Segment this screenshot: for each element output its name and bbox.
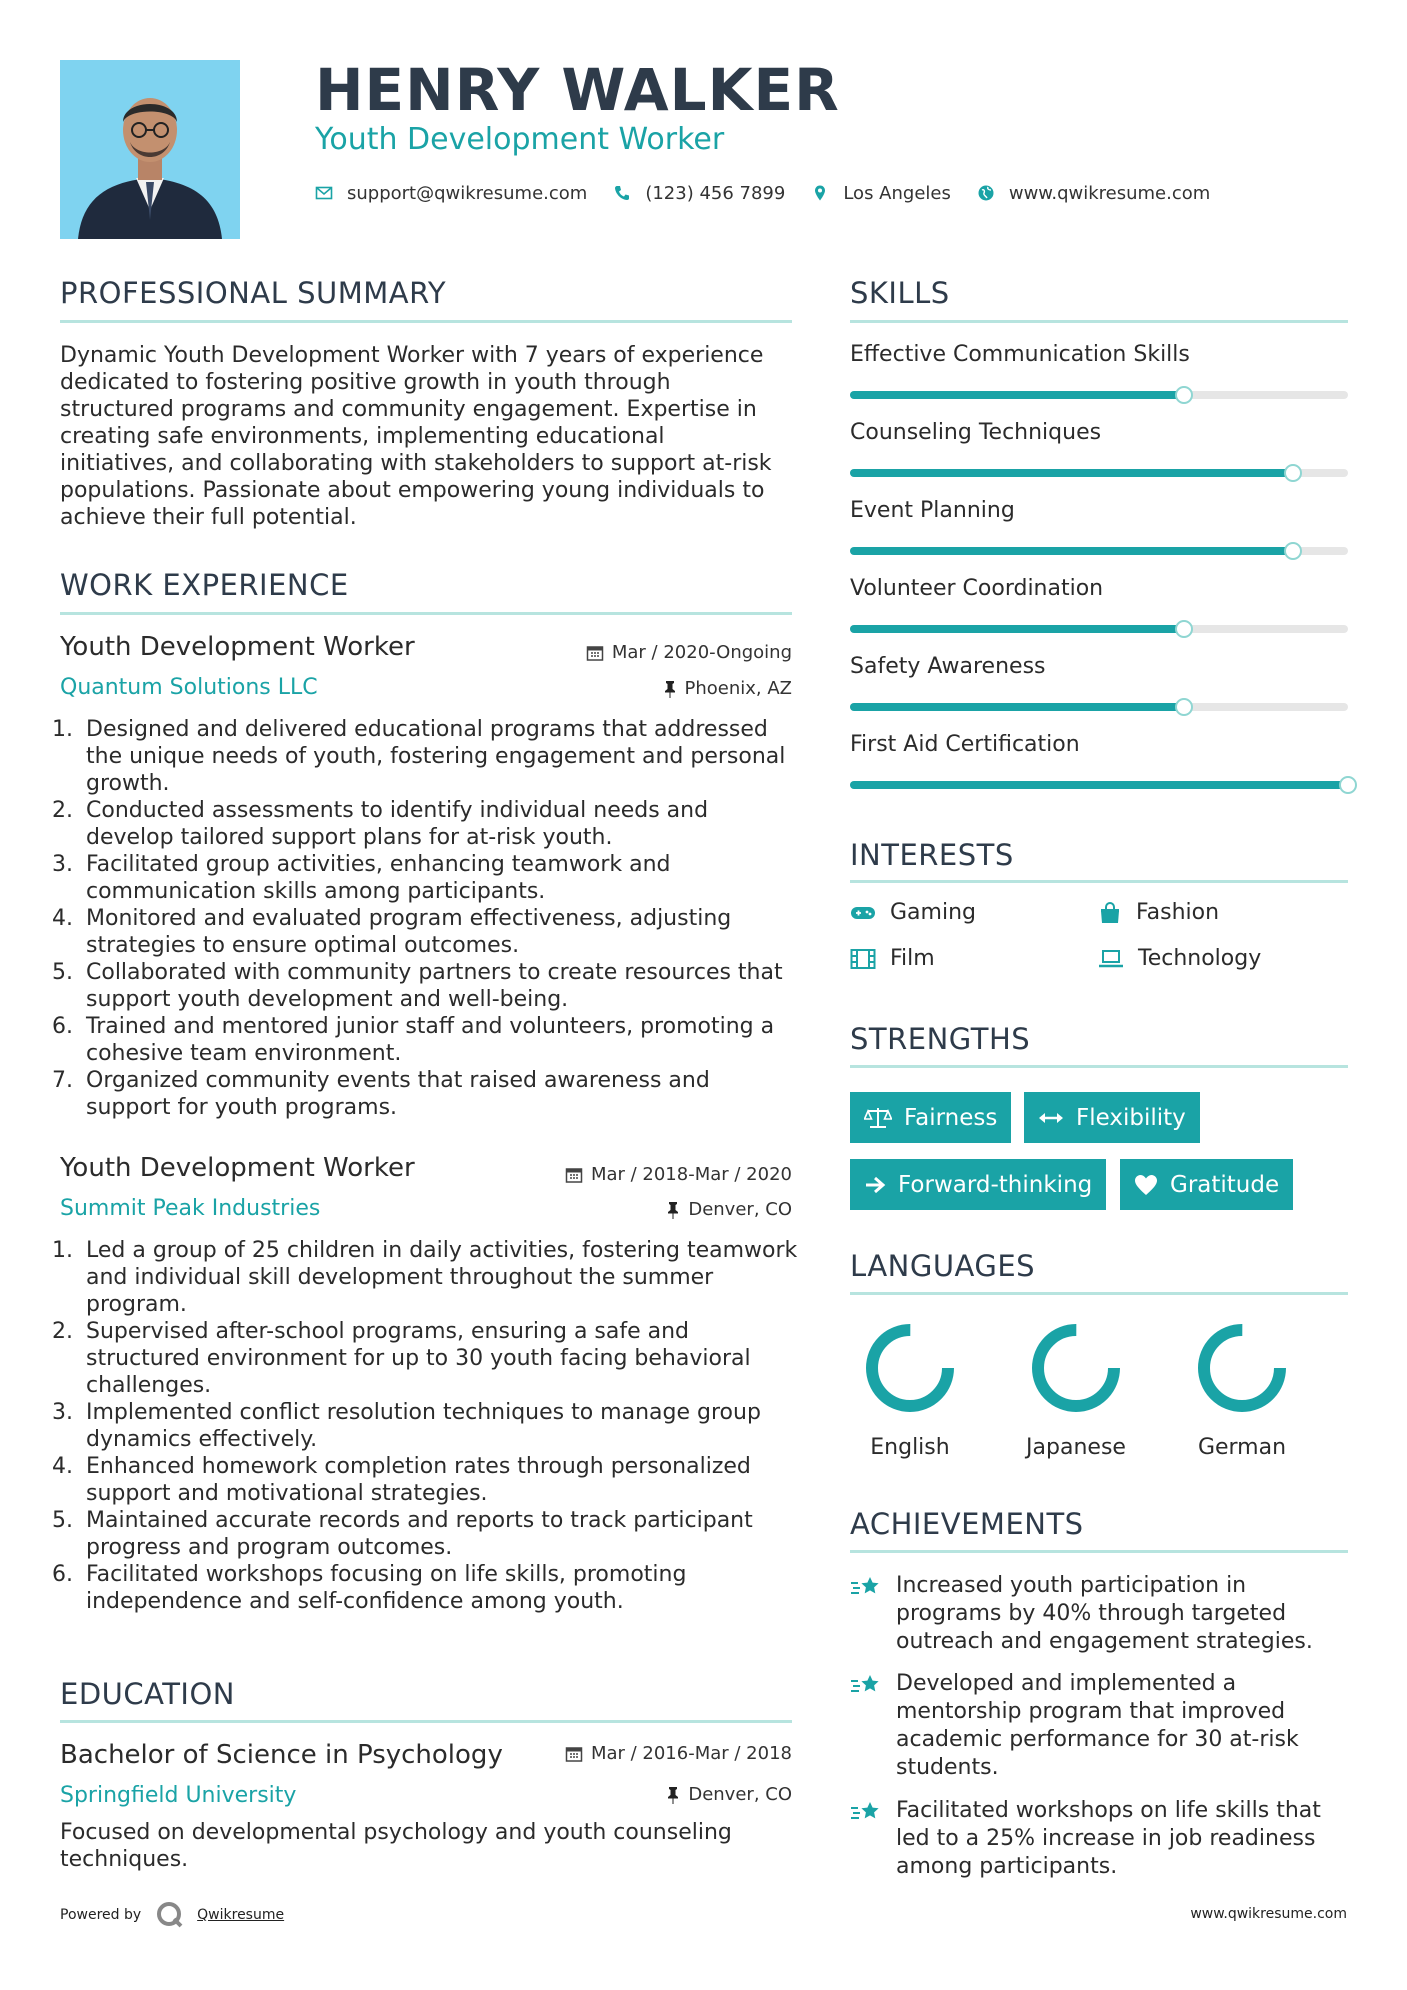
envelope-icon [315, 184, 333, 202]
contact-phone[interactable]: (123) 456 7899 [645, 182, 786, 204]
skill-label: Effective Communication Skills [850, 342, 1190, 367]
education-location-text: Denver, CO [688, 1784, 792, 1805]
experience-heading: WORK EXPERIENCE [60, 568, 349, 602]
interest-item [1098, 946, 1261, 971]
shooting-star-icon [850, 1672, 882, 1700]
job-responsibilities [60, 716, 800, 1121]
skill-level-knob [1339, 776, 1357, 794]
qwikresume-logo-icon [155, 1900, 185, 1930]
skill-bar-fill [850, 781, 1348, 789]
calendar-icon [586, 644, 604, 662]
skill-bar-fill [850, 703, 1184, 711]
globe-icon [977, 184, 995, 202]
skill-level-knob [1284, 542, 1302, 560]
summary-line: populations. Passionate about empowering young individuals to [60, 478, 765, 503]
arrow-right-icon [864, 1175, 886, 1195]
strength-badge [1120, 1159, 1293, 1210]
education-location [666, 1784, 792, 1805]
language-ring-arc [1204, 1330, 1280, 1406]
profile-photo [60, 60, 240, 239]
language-label: German [1197, 1435, 1287, 1460]
skills-heading: SKILLS [850, 276, 950, 310]
job-location [663, 678, 793, 699]
summary-text [60, 342, 800, 531]
job-title: Youth Development Worker [60, 632, 415, 662]
summary-line: creating safe environments, implementing educational [60, 424, 665, 449]
brand-link[interactable]: Qwikresume [197, 1907, 285, 1923]
laptop-icon [1098, 948, 1124, 970]
strengths-heading: STRENGTHS [850, 1022, 1031, 1056]
education-description: Focused on developmental psychology and youth counseling techniques. [60, 1820, 732, 1872]
language-label: Japanese [1026, 1435, 1126, 1460]
pushpin-icon [666, 1201, 680, 1219]
job-dates [565, 1164, 792, 1185]
skill-bar-fill [850, 547, 1293, 555]
job-location-text: Phoenix, AZ [684, 678, 792, 699]
language-ring [1026, 1318, 1126, 1418]
calendar-icon [565, 1166, 583, 1184]
job-location-text: Denver, CO [688, 1199, 792, 1220]
interest-label: Technology [1138, 946, 1262, 971]
job-dates-text: Mar / 2018-Mar / 2020 [590, 1164, 792, 1185]
contact-email[interactable]: support@qwikresume.com [347, 182, 588, 204]
job-dates [586, 642, 792, 663]
company-name: Quantum Solutions LLC [60, 675, 318, 700]
list-item: Supervised after-school programs, ensuring a safe and structured environment for up to 30 youth facing behavioral challenges. [86, 1319, 751, 1398]
interest-item [1098, 900, 1219, 925]
skill-bar-track [850, 625, 1348, 633]
candidate-title: Youth Development Worker [315, 122, 725, 157]
interests-rule [850, 880, 1348, 883]
skill-label: Event Planning [850, 498, 1015, 523]
school-name: Springfield University [60, 1783, 297, 1808]
language-ring-arc [872, 1330, 948, 1406]
powered-by-label: Powered by [60, 1907, 142, 1923]
skill-bar-track [850, 781, 1348, 789]
job-title: Youth Development Worker [60, 1153, 415, 1183]
balance-scale-icon [864, 1106, 892, 1130]
list-item: Maintained accurate records and reports to track participant progress and program outcomes. [86, 1508, 753, 1560]
skill-bar-track [850, 703, 1348, 711]
skill-label: Counseling Techniques [850, 420, 1102, 445]
achievement-text: Developed and implemented a mentorship program that improved academic performance for 30 at-risk students. [896, 1671, 1299, 1780]
company-name: Summit Peak Industries [60, 1196, 321, 1221]
list-item: Collaborated with community partners to create resources that support youth development and well-being. [86, 960, 783, 1012]
heart-icon [1134, 1174, 1158, 1196]
skills-rule [850, 320, 1348, 323]
strengths-rule [850, 1065, 1348, 1068]
summary-line: initiatives, and collaborating with stakeholders to support at-risk [60, 451, 772, 476]
map-pin-icon [811, 184, 829, 202]
summary-heading: PROFESSIONAL SUMMARY [60, 276, 447, 310]
interest-label: Fashion [1136, 900, 1220, 925]
job-dates-text: Mar / 2020-Ongoing [611, 642, 792, 663]
calendar-icon [565, 1745, 583, 1763]
skill-bar-fill [850, 391, 1184, 399]
person-portrait-icon [60, 60, 240, 239]
strength-badge [850, 1092, 1011, 1143]
gamepad-icon [850, 903, 876, 923]
footer-website[interactable]: www.qwikresume.com [1190, 1906, 1347, 1922]
list-item: Trained and mentored junior staff and volunteers, promoting a cohesive team environment. [86, 1014, 775, 1066]
list-item: Organized community events that raised awareness and support for youth programs. [86, 1068, 710, 1120]
interest-item [850, 900, 976, 925]
education-rule [60, 1720, 792, 1723]
list-item: Monitored and evaluated program effectiveness, adjusting strategies to ensure optimal outcomes. [86, 906, 732, 958]
list-item: Facilitated workshops focusing on life skills, promoting independence and self-confidence among youth. [86, 1562, 687, 1614]
strength-badge [850, 1159, 1106, 1210]
summary-rule [60, 320, 792, 323]
education-dates [565, 1743, 792, 1764]
achievements-rule [850, 1550, 1348, 1553]
skill-level-knob [1284, 464, 1302, 482]
pushpin-icon [666, 1786, 680, 1804]
film-icon [850, 948, 876, 970]
pushpin-icon [663, 680, 677, 698]
shopping-bag-icon [1098, 902, 1122, 924]
skill-level-knob [1175, 386, 1193, 404]
skill-bar-fill [850, 469, 1293, 477]
achievement-text: Facilitated workshops on life skills that led to a 25% increase in job readiness among participants. [896, 1798, 1321, 1879]
skill-bar-fill [850, 625, 1184, 633]
skill-bar-track [850, 469, 1348, 477]
interest-label: Film [890, 946, 935, 971]
skill-label: First Aid Certification [850, 732, 1080, 757]
skill-level-knob [1175, 698, 1193, 716]
list-item: Conducted assessments to identify individual needs and develop tailored support plans for at-risk youth. [86, 798, 709, 850]
experience-rule [60, 612, 792, 615]
languages-heading: LANGUAGES [850, 1249, 1036, 1283]
achievement-item [850, 1572, 1340, 1656]
footer-powered-by [60, 1900, 284, 1930]
list-item: Facilitated group activities, enhancing teamwork and communication skills among participants. [86, 852, 671, 904]
language-item [1006, 1318, 1146, 1460]
skill-bar-track [850, 547, 1348, 555]
skill-bar-track [850, 391, 1348, 399]
interest-item [850, 946, 935, 971]
strength-label: Fairness [904, 1104, 998, 1131]
arrows-horizontal-icon [1038, 1109, 1064, 1127]
achievement-item [850, 1797, 1340, 1881]
skill-label: Safety Awareness [850, 654, 1046, 679]
education-dates-text: Mar / 2016-Mar / 2018 [590, 1743, 792, 1764]
achievement-text: Increased youth participation in programs by 40% through targeted outreach and engagement strategies. [896, 1573, 1313, 1654]
job-responsibilities [60, 1237, 800, 1615]
list-item: Led a group of 25 children in daily activities, fostering teamwork and individual skill development throughout the summer program. [86, 1238, 798, 1317]
contact-bar [315, 180, 1236, 206]
language-ring-arc [1038, 1330, 1114, 1406]
job-location [666, 1199, 792, 1220]
language-item [840, 1318, 980, 1460]
language-ring [1192, 1318, 1292, 1418]
language-ring [860, 1318, 960, 1418]
strength-label: Gratitude [1170, 1171, 1280, 1198]
language-item [1172, 1318, 1312, 1460]
degree-title: Bachelor of Science in Psychology [60, 1740, 503, 1770]
interest-label: Gaming [890, 900, 976, 925]
shooting-star-icon [850, 1574, 882, 1602]
skill-label: Volunteer Coordination [850, 576, 1104, 601]
contact-website[interactable]: www.qwikresume.com [1008, 182, 1211, 204]
list-item: Implemented conflict resolution techniques to manage group dynamics effectively. [86, 1400, 761, 1452]
summary-line: Dynamic Youth Development Worker with 7 years of experience [60, 343, 764, 368]
strength-label: Flexibility [1076, 1104, 1186, 1131]
phone-icon [613, 184, 631, 202]
languages-rule [850, 1292, 1348, 1295]
interests-heading: INTERESTS [850, 838, 1014, 872]
skill-level-knob [1175, 620, 1193, 638]
candidate-name: HENRY WALKER [315, 56, 840, 124]
strength-badge [1024, 1092, 1200, 1143]
list-item: Enhanced homework completion rates through personalized support and motivational strategies. [86, 1454, 751, 1506]
summary-line: achieve their full potential. [60, 505, 357, 530]
strength-label: Forward-thinking [898, 1171, 1093, 1198]
summary-line: dedicated to fostering positive growth in youth through [60, 370, 671, 395]
summary-line: structured programs and community engagement. Expertise in [60, 397, 757, 422]
language-label: English [870, 1435, 950, 1460]
list-item: Designed and delivered educational programs that addressed the unique needs of youth, fostering engagement and personal growth. [86, 717, 786, 796]
contact-location: Los Angeles [843, 182, 951, 204]
achievements-heading: ACHIEVEMENTS [850, 1507, 1084, 1541]
achievement-item [850, 1670, 1340, 1782]
shooting-star-icon [850, 1799, 882, 1827]
education-heading: EDUCATION [60, 1677, 236, 1711]
